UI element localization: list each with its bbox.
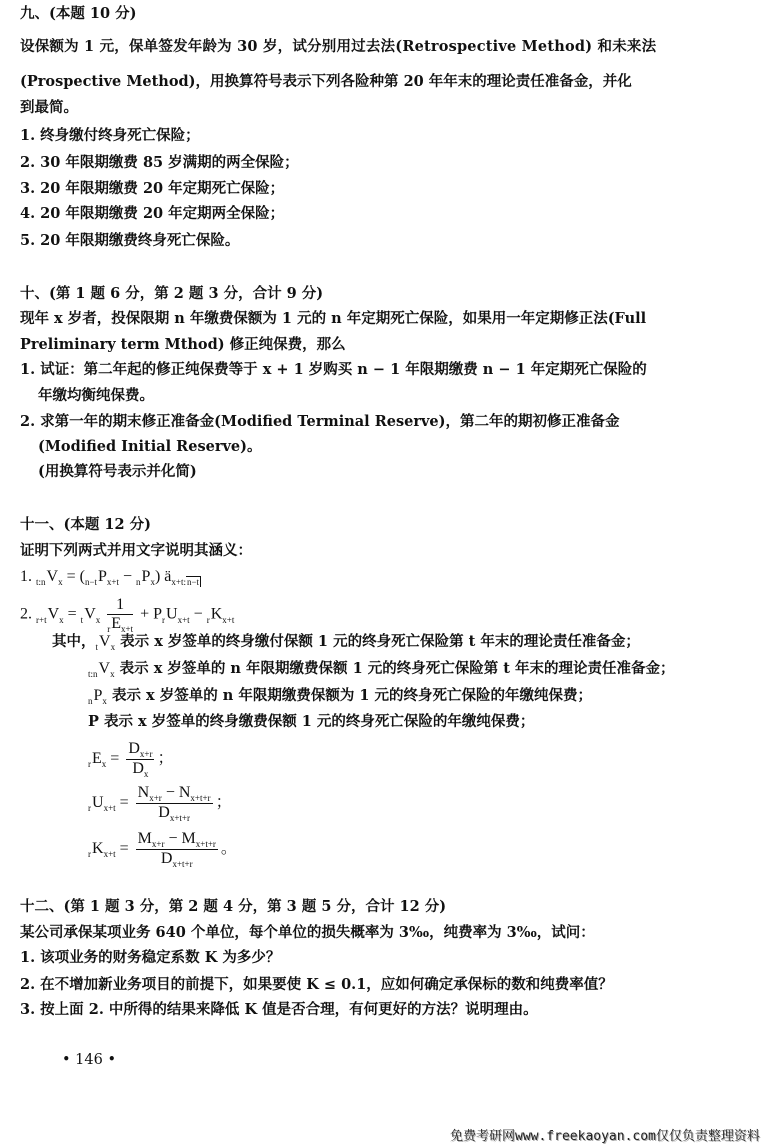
formula-subscript: x+t+r — [190, 793, 211, 803]
formula-symbol: U — [166, 605, 178, 623]
formula-angle-subscript: n−t — [186, 577, 200, 587]
q11-title: 十一、(本题 12 分) — [20, 516, 151, 533]
denominator — [126, 760, 154, 779]
q10-item-1-cont: 年缴均衡纯保费。 — [38, 387, 154, 404]
punctuation: 。 — [220, 840, 237, 858]
formula-symbol: K — [92, 840, 104, 858]
formula-subscript: x — [110, 642, 116, 652]
formula-prefix: r+t — [36, 614, 47, 625]
q9-intro-2: (Prospective Method)，用换算符号表示下列各险种第 20 年年末的理论责任准备金，并化 — [20, 73, 632, 90]
formula-symbol: D — [128, 740, 140, 757]
where-label: 其中， — [52, 633, 96, 650]
formula-prefix: r — [162, 614, 166, 625]
formula-prefix: t:n — [88, 669, 98, 679]
formula-prefix: t — [80, 614, 84, 625]
formula-subscript: x — [95, 614, 101, 625]
q10-intro-2: Preliminary term Mthod) 修正纯保费，那么 — [20, 336, 346, 353]
formula-subscript: x — [59, 614, 64, 625]
q9-item: 1. 终身缴付终身死亡保险； — [20, 127, 200, 144]
equation-E: $_rE_x$ = $\frac{D_{x+r}}{D_x}$ ； — [88, 740, 174, 779]
q12-intro: 某公司承保某项业务 640 个单位，每个单位的损失概率为 3‰，纯费率为 3‰，试问： — [20, 924, 595, 941]
formula-prefix: n — [88, 696, 93, 706]
formula-prefix: n — [136, 577, 141, 587]
q10-item-1: 1. 试证：第二年起的修正纯保费等于 x + 1 岁购买 n − 1 年限期缴费 n − 1 年定期死亡保险的 — [20, 361, 647, 378]
definition-text: 表示 x 岁签单的 n 年限期缴费保额 1 元的终身死亡保险第 t 年末的理论责任准备金； — [119, 660, 675, 677]
fraction — [126, 740, 154, 779]
q9-intro-3: 到最简。 — [20, 99, 78, 116]
formula-symbol: U — [92, 794, 104, 812]
formula-symbol: N — [178, 784, 191, 801]
formula-subscript: x+t — [103, 803, 116, 814]
formula-prefix: t:n — [36, 577, 46, 587]
watermark-footer: 免费考研网www.freekaoyan.com仅仅负责整理资料 — [450, 1129, 760, 1144]
formula-subscript: x — [58, 577, 63, 587]
formula-symbol: V — [98, 660, 111, 677]
formula-symbol: ä — [164, 568, 172, 585]
formula-subscript: x — [150, 577, 155, 587]
definition-2 — [88, 659, 675, 680]
formula-symbol: V — [99, 633, 111, 650]
formula-symbol: N — [137, 784, 150, 801]
formula-symbol: P — [98, 568, 107, 585]
formula-subscript: x+t+r — [195, 839, 216, 849]
formula-2 — [20, 596, 234, 634]
numerator — [126, 740, 154, 760]
q9-item: 5. 20 年限期缴费终身死亡保险。 — [20, 232, 240, 249]
formula-subscript: x — [101, 759, 107, 770]
formula-1 — [20, 567, 201, 588]
formula-subscript: x+t — [121, 624, 134, 634]
q9-title: 九、(本题 10 分) — [20, 5, 137, 22]
equation-U: $_rU_{x+t}$ = $\frac{N_{x+r} - N_{x+t+r}}{D_{x+t+r}}$ ； — [88, 784, 232, 823]
q9-item: 2. 30 年限期缴费 85 岁满期的两全保险； — [20, 154, 299, 171]
q10-item-2-note: (用换算符号表示并化简) — [38, 463, 197, 480]
formula-symbol: E — [92, 750, 102, 768]
formula-prefix: r — [88, 849, 91, 860]
formula-symbol: D — [160, 850, 173, 867]
formula-subscript: x+t+r — [172, 859, 193, 869]
definition-text: 表示 x 岁签单的 n 年限期缴费保额为 1 元的终身死亡保险的年缴纯保费； — [111, 687, 593, 704]
formula-symbol: P — [93, 687, 103, 704]
formula-operator: = ( — [66, 568, 85, 585]
q10-item-2-cont: (Modified Initial Reserve)。 — [38, 438, 262, 455]
q10-intro-1: 现年 x 岁者，投保限期 n 年缴费保额为 1 元的 n 年定期死亡保险，如果用一年定期修正法(Full — [20, 310, 647, 327]
numerator: 1 — [107, 596, 133, 615]
formula-number: 1. — [20, 568, 32, 585]
formula-subscript: x+t — [106, 577, 119, 587]
definition-1 — [52, 632, 640, 653]
numerator: $N_{x+r} - N_{x+t+r}$ — [137, 784, 211, 803]
formula-subscript: x+t — [222, 614, 235, 625]
formula-symbol: D — [158, 804, 170, 821]
formula-subscript: x+t: — [171, 577, 186, 587]
q12-item: 2. 在不增加新业务项目的前提下，如果要使 K ≤ 0.1，应如何确定承保标的数和纯费率值？ — [20, 976, 613, 993]
formula-prefix: n−t — [84, 577, 98, 587]
fraction — [136, 784, 213, 823]
formula-operator: − — [189, 605, 207, 623]
fraction — [107, 596, 133, 634]
formula-symbol: V — [84, 605, 96, 623]
formula-subscript: x+r — [139, 749, 153, 759]
formula-prefix: r — [206, 614, 210, 625]
formula-number: 2. — [20, 605, 32, 623]
formula-operator: = — [63, 605, 81, 623]
q11-intro: 证明下列两式并用文字说明其涵义： — [20, 542, 252, 559]
formula-subscript: x+r — [151, 839, 165, 849]
formula-subscript: x — [110, 669, 115, 679]
q12-item: 3. 按上面 2. 中所得的结果来降低 K 值是否合理，有何更好的方法？说明理由。 — [20, 1001, 538, 1018]
formula-symbol: V — [47, 605, 60, 623]
formula-symbol: M — [181, 830, 196, 847]
q12-title: 十二、(第 1 题 3 分，第 2 题 4 分，第 3 题 5 分，合计 12 分) — [20, 898, 447, 915]
formula-symbol: E — [111, 615, 122, 632]
formula-symbol: K — [210, 605, 223, 623]
formula-symbol: P — [141, 568, 151, 585]
denominator — [136, 850, 218, 869]
formula-prefix: r — [88, 759, 91, 770]
definition-4: P 表示 x 岁签单的终身缴费保额 1 元的终身死亡保险的年缴纯保费； — [88, 713, 535, 730]
q12-item: 1. 该项业务的财务稳定系数 K 为多少？ — [20, 949, 281, 966]
formula-subscript: x+t — [177, 614, 190, 625]
q9-item: 4. 20 年限期缴费 20 年定期两全保险； — [20, 205, 285, 222]
denominator — [136, 804, 213, 823]
q9-intro-1: 设保额为 1 元，保单签发年龄为 30 岁，试分别用过去法(Retrospective Method) 和未来法 — [20, 38, 657, 55]
definition-3 — [88, 686, 592, 707]
numerator: $M_{x+r} - M_{x+t+r}$ — [137, 830, 216, 849]
page-number: • 146 • — [62, 1052, 116, 1068]
formula-operator: ) — [154, 568, 161, 585]
formula-symbol: V — [46, 568, 59, 585]
formula-operator: + P — [140, 605, 163, 623]
definition-text: 表示 x 岁签单的终身缴付保额 1 元的终身死亡保险第 t 年末的理论责任准备金； — [120, 633, 640, 650]
fraction — [136, 830, 218, 869]
equation-K: $_rK_{x+t}$ = $\frac{M_{x+r} - M_{x+t+r}}{D_{x+t+r}}$ 。 — [88, 830, 237, 869]
q10-title: 十、(第 1 题 6 分，第 2 题 3 分，合计 9 分) — [20, 285, 324, 302]
punctuation: ； — [215, 794, 232, 812]
formula-operator: − — [119, 568, 137, 585]
formula-symbol: M — [137, 830, 152, 847]
q10-item-2: 2. 求第一年的期末修正准备金(Modified Terminal Reserve)，第二年的期初修正准备金 — [20, 413, 620, 430]
punctuation: ； — [157, 750, 174, 768]
formula-subscript: x — [143, 769, 149, 779]
formula-subscript: x — [102, 696, 107, 706]
q9-item: 3. 20 年限期缴费 20 年定期死亡保险； — [20, 180, 285, 197]
formula-subscript: x+t+r — [169, 813, 190, 823]
formula-prefix: r — [88, 803, 91, 814]
formula-prefix: t — [95, 642, 99, 652]
formula-subscript: x+t — [103, 849, 116, 860]
formula-symbol: D — [132, 760, 144, 777]
formula-prefix: r — [107, 624, 111, 634]
formula-subscript: x+r — [149, 793, 162, 803]
